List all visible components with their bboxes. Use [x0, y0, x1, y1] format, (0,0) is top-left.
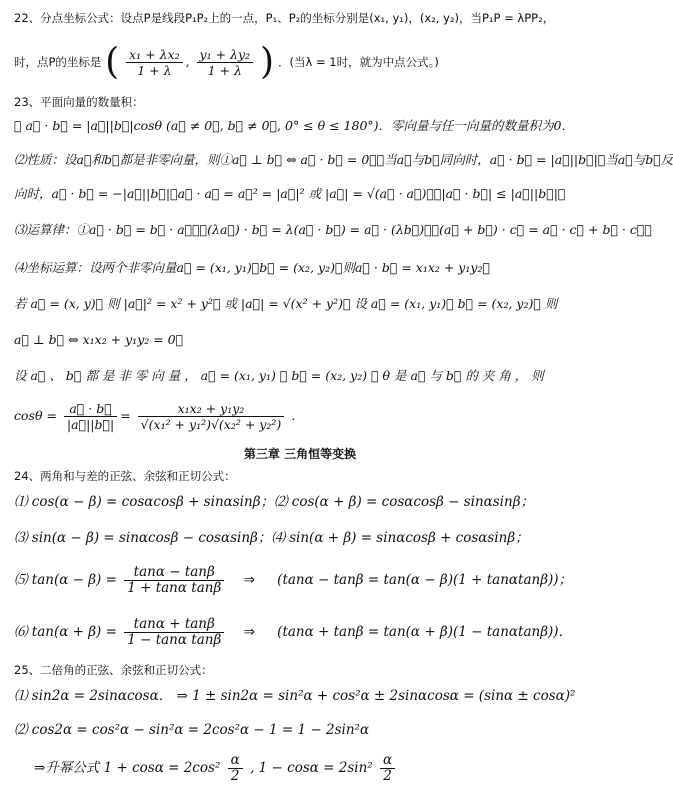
tan-sum-suffix: (tanα + tanβ = tan(α + β)(1 − tanαtanβ))．: [277, 624, 573, 640]
item-24-line-1: ⑴ cos(α − β) = cosαcosβ + sinαsinβ；⑵ cos(α + β) = cosαcosβ − sinαsinβ；: [14, 494, 535, 510]
point-y-denominator: 1 + λ: [207, 63, 242, 78]
cosine-end: ．: [291, 408, 304, 423]
tan-diff-prefix: ⑸ tan(α − β) =: [14, 572, 117, 588]
half-angle-numerator-2: α: [380, 753, 395, 769]
item-24-line-3: [14, 562, 586, 602]
half-angle-denominator-2: 2: [383, 768, 392, 784]
item-23-p2a: ⑵性质：设a⃗和b⃗都是非零向量，则①a⃗ ⊥ b⃗ ⇔ a⃗ · b⃗ = 0．②当a⃗与b⃗同向时，a⃗ · b⃗ = |a⃗||b⃗|；当a⃗与b⃗反: [14, 152, 673, 167]
half-angle-fraction-1: [228, 753, 243, 784]
tan-sum-prefix: ⑹ tan(α + β) =: [14, 624, 117, 640]
half-angle-fraction-2: [380, 753, 395, 784]
point-x-numerator: x₁ + λx₂: [126, 47, 182, 63]
point-y-fraction: [197, 47, 254, 78]
item-25-line-1: ⑴ sin2α = 2sinαcosα． ⇒ 1 ± sin2α = sin²α + cos²α ± 2sinαcosα = (sinα ± cosα)²: [14, 688, 576, 704]
tan-diff-fraction: [124, 565, 224, 596]
point-y-numerator: y₁ + λy₂: [197, 47, 254, 63]
cosine-denominator-1: |a⃗||b⃗|: [66, 417, 115, 432]
item-23-p4: ⑷坐标运算：设两个非零向量a⃗ = (x₁, y₁)，b⃗ = (x₂, y₂)，则a⃗ · b⃗ = x₁x₂ + y₁y₂．: [14, 260, 490, 275]
item-23-p2b: 向时，a⃗ · b⃗ = −|a⃗||b⃗|；a⃗ · a⃗ = a⃗² = |a⃗|² 或 |a⃗| = √(a⃗ · a⃗)．③|a⃗ · b⃗| ≤ |a⃗||b⃗|．: [14, 186, 566, 201]
implies-arrow-icon: ⇒: [243, 624, 255, 640]
item-23-p5: 若 a⃗ = (x, y)， 则 |a⃗|² = x² + y²， 或 |a⃗| = √(x² + y²)． 设 a⃗ = (x₁, y₁)， b⃗ = (x₂, y₂)， 则: [14, 296, 558, 311]
tan-sum-numerator: tanα + tanβ: [124, 617, 224, 633]
item-22-line-2: 时，点P的坐标是 ( $\frac{\text{x₁ + λx₂}}{1 + \lambda}$ , $\frac{\text{y₁ + λy₂}}{1 + \lambda}$ ) ．(当λ = 1时，就为中点公式。): [14, 41, 439, 83]
item-25-title: 25、二倍角的正弦、余弦和正切公式：: [14, 663, 213, 677]
point-x-fraction: [126, 47, 182, 78]
implies-arrow-icon: ⇒: [243, 572, 255, 588]
item-24-line-2: ⑶ sin(α − β) = sinαcosβ − cosαsinβ；⑷ sin(α + β) = sinαcosβ + cosαsinβ；: [14, 530, 529, 546]
cosine-fraction-2: [138, 401, 285, 432]
cosine-numerator-2: x₁x₂ + y₁y₂: [138, 401, 285, 417]
half-angle-denominator-1: 2: [230, 768, 240, 784]
tan-diff-numerator: tanα − tanβ: [124, 565, 224, 581]
cosine-fraction-1: [64, 401, 117, 432]
close-paren: ): [260, 41, 275, 83]
item-23-p7: 设 a⃗ 、 b⃗ 都 是 非 零 向 量 ， a⃗ = (x₁, y₁) ， b⃗ = (x₂, y₂) ， θ 是 a⃗ 与 b⃗ 的 夹 角 ， 则: [14, 368, 544, 383]
cosine-formula: cosθ = $\frac{a⃗ \cdot b⃗}{|a⃗||b⃗|}$ = $\frac{\text{x₁x₂ + y₁y₂}}{\text{√(x₁² + y₁²)√(x₂² + y₂²)}}$ ．: [14, 401, 304, 432]
item-25-line-3: [34, 750, 606, 790]
item-24-title: 24、两角和与差的正弦、余弦和正切公式：: [14, 469, 236, 483]
cosine-prefix: cosθ =: [14, 408, 57, 423]
chapter-heading: 第三章 三角恒等变换: [243, 447, 357, 461]
point-x-denominator: 1 + λ: [137, 63, 172, 78]
tan-diff-suffix: (tanα − tanβ = tan(α − β)(1 + tanαtanβ))；: [277, 572, 573, 588]
tan-diff-denominator: 1 + tanα tanβ: [127, 580, 222, 596]
half-angle-numerator-1: α: [228, 753, 243, 769]
open-paren: (: [105, 41, 120, 83]
item-25-line-2: ⑵ cos2α = cos²α − sin²α = 2cos²α − 1 = 1 − 2sin²α: [14, 722, 370, 738]
item-22-line-1: 22、分点坐标公式：设点P是线段P₁P₂上的一点，P₁、P₂的坐标分别是(x₁, y₁)，(x₂, y₂)，当P₁P = λPP₂，: [14, 11, 555, 25]
power-raise-middle: , 1 − cosα = 2sin²: [250, 760, 373, 776]
power-raise-prefix: ⇒升幂公式 1 + cosα = 2cos²: [34, 760, 221, 776]
item-23-p3: ⑶运算律：①a⃗ · b⃗ = b⃗ · a⃗；②(λa⃗) · b⃗ = λ(a⃗ · b⃗) = a⃗ · (λb⃗)；③(a⃗ + b⃗) · c⃗ = a⃗ · c⃗ + b⃗ · c⃗．: [14, 222, 652, 237]
item-23-p6: a⃗ ⊥ b⃗ ⇔ x₁x₂ + y₁y₂ = 0．: [14, 332, 184, 347]
item-24-line-4: [14, 614, 586, 654]
cosine-denominator-2: √(x₁² + y₁²)√(x₂² + y₂²): [140, 417, 282, 432]
cosine-numerator-1: a⃗ · b⃗: [64, 401, 117, 417]
item-23-p1: ⑴ a⃗ · b⃗ = |a⃗||b⃗|cosθ (a⃗ ≠ 0⃗, b⃗ ≠ 0⃗, 0° ≤ θ ≤ 180°)．零向量与任一向量的数量积为0．: [14, 118, 574, 133]
tan-sum-denominator: 1 − tanα tanβ: [127, 632, 222, 648]
item-22-suffix: ．(当λ = 1时，就为中点公式。): [278, 55, 439, 69]
item-22-prefix: 时，点P的坐标是: [14, 55, 102, 69]
item-23-title: 23、平面向量的数量积：: [14, 95, 144, 109]
tan-sum-fraction: [124, 617, 224, 648]
